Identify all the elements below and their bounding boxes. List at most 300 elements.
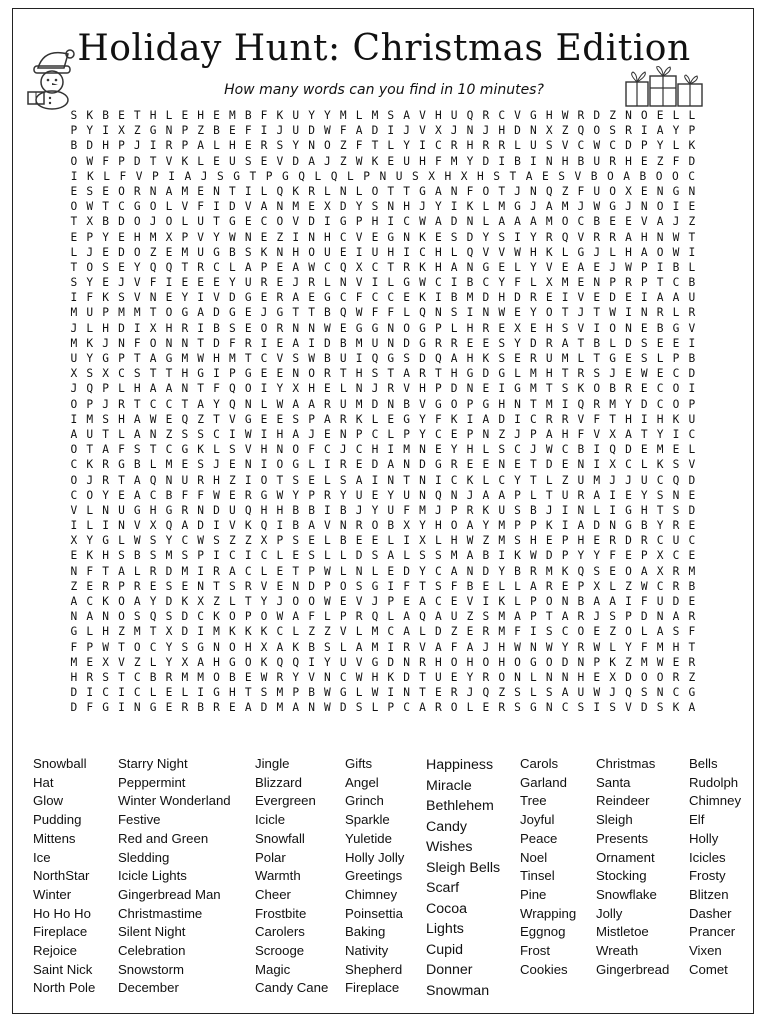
grid-letter: U: [118, 503, 125, 517]
word-list-item: Baking: [345, 924, 386, 940]
grid-letter: E: [434, 443, 442, 457]
grid-letter: C: [86, 595, 94, 608]
grid-letter: K: [482, 352, 490, 365]
grid-letter: R: [625, 276, 632, 290]
grid-letter: Z: [308, 625, 315, 639]
grid-letter: E: [165, 412, 173, 426]
grid-letter: S: [324, 640, 331, 654]
grid-letter: H: [308, 382, 315, 396]
word-list-column: [596, 755, 669, 979]
grid-letter: H: [70, 670, 78, 684]
grid-letter: A: [260, 200, 268, 214]
grid-letter: Y: [308, 109, 315, 122]
grid-letter: L: [292, 625, 300, 639]
grid-letter: Y: [625, 640, 632, 654]
grid-letter: J: [149, 215, 157, 229]
grid-letter: W: [324, 124, 331, 138]
grid-letter: T: [530, 397, 537, 411]
grid-letter: O: [450, 701, 458, 715]
grid-letter: L: [609, 640, 616, 654]
grid-letter: D: [228, 200, 236, 214]
grid-letter: P: [118, 154, 125, 168]
grid-letter: D: [292, 154, 300, 168]
grid-letter: T: [530, 473, 537, 487]
grid-letter: E: [276, 276, 284, 290]
grid-letter: R: [672, 670, 680, 684]
grid-letter: Q: [276, 655, 284, 669]
grid-row: [66, 624, 700, 639]
grid-letter: I: [70, 291, 78, 305]
grid-letter: S: [308, 549, 315, 563]
grid-letter: N: [561, 595, 569, 608]
grid-letter: M: [545, 564, 553, 578]
grid-letter: F: [403, 503, 411, 517]
grid-letter: P: [265, 169, 273, 183]
grid-letter: P: [118, 139, 125, 153]
grid-letter: H: [149, 503, 157, 517]
grid-letter: S: [355, 579, 363, 593]
grid-letter: M: [530, 367, 537, 381]
grid-letter: I: [197, 564, 205, 578]
grid-letter: R: [577, 109, 585, 122]
grid-letter: Q: [577, 124, 585, 138]
grid-letter: U: [395, 169, 403, 183]
grid-letter: R: [102, 473, 109, 487]
grid-letter: W: [197, 352, 205, 365]
grid-letter: A: [292, 610, 300, 624]
grid-letter: E: [149, 579, 157, 593]
grid-letter: Y: [86, 124, 94, 138]
grid-letter: H: [355, 367, 363, 381]
grid-letter: M: [530, 382, 537, 396]
grid-letter: G: [228, 215, 236, 229]
grid-letter: M: [450, 154, 458, 168]
grid-letter: V: [355, 595, 363, 608]
grid-letter: W: [640, 367, 648, 381]
grid-letter: K: [260, 245, 268, 259]
grid-row: [66, 427, 700, 442]
grid-letter: B: [688, 352, 696, 365]
gift-boxes-icon: [624, 66, 704, 108]
grid-letter: Q: [165, 260, 173, 274]
grid-letter: S: [355, 701, 363, 715]
grid-letter: Q: [292, 655, 300, 669]
grid-letter: I: [244, 184, 252, 198]
grid-letter: H: [213, 352, 220, 365]
grid-letter: U: [672, 534, 680, 548]
grid-letter: E: [593, 291, 601, 305]
word-list-item: Polar: [255, 849, 286, 865]
grid-letter: O: [70, 397, 78, 411]
grid-letter: A: [403, 367, 411, 381]
grid-letter: U: [688, 412, 696, 426]
grid-letter: S: [434, 549, 442, 563]
grid-letter: P: [118, 579, 125, 593]
grid-letter: D: [371, 124, 379, 138]
grid-letter: W: [672, 245, 680, 259]
grid-letter: I: [561, 397, 569, 411]
grid-letter: A: [355, 124, 363, 138]
grid-letter: E: [228, 488, 236, 502]
grid-letter: M: [181, 670, 189, 684]
grid-letter: G: [233, 169, 240, 183]
grid-letter: A: [292, 427, 300, 441]
grid-letter: L: [609, 579, 616, 593]
grid-letter: L: [324, 473, 331, 487]
grid-letter: V: [514, 109, 521, 122]
grid-letter: C: [149, 397, 157, 411]
grid-letter: B: [102, 109, 109, 122]
grid-letter: C: [672, 276, 680, 290]
grid-letter: P: [260, 260, 268, 274]
grid-letter: B: [577, 154, 585, 168]
grid-letter: E: [276, 367, 284, 381]
grid-letter: A: [133, 427, 141, 441]
grid-letter: A: [656, 124, 664, 138]
grid-row: [66, 700, 700, 715]
grid-letter: C: [625, 458, 632, 472]
grid-letter: R: [482, 625, 490, 639]
word-list-item: Reindeer: [596, 793, 650, 809]
word-list-item: Icicle Lights: [118, 868, 187, 884]
grid-letter: L: [228, 595, 236, 608]
grid-letter: Z: [561, 473, 569, 487]
grid-letter: O: [308, 595, 315, 608]
grid-letter: M: [498, 610, 506, 624]
grid-letter: D: [118, 321, 125, 335]
grid-letter: O: [498, 670, 506, 684]
grid-letter: R: [466, 503, 474, 517]
grid-letter: G: [102, 534, 109, 548]
grid-letter: I: [260, 382, 268, 396]
grid-letter: J: [403, 124, 411, 138]
grid-letter: S: [672, 458, 680, 472]
grid-letter: D: [339, 200, 347, 214]
grid-letter: O: [450, 397, 458, 411]
grid-letter: N: [545, 701, 553, 715]
grid-letter: N: [609, 519, 616, 533]
grid-letter: U: [688, 291, 696, 305]
grid-letter: V: [498, 245, 506, 259]
grid-letter: Y: [514, 336, 521, 350]
grid-letter: K: [561, 564, 569, 578]
grid-letter: L: [514, 595, 521, 608]
grid-letter: I: [514, 230, 521, 244]
grid-letter: G: [482, 260, 490, 274]
grid-letter: S: [609, 124, 616, 138]
grid-letter: Z: [561, 184, 569, 198]
grid-letter: D: [688, 503, 696, 517]
grid-letter: J: [419, 200, 426, 214]
grid-letter: E: [308, 291, 315, 305]
word-list-item: Christmas: [596, 756, 656, 771]
grid-letter: O: [514, 655, 521, 669]
grid-letter: Y: [86, 534, 94, 548]
grid-row: [66, 154, 700, 169]
grid-letter: V: [577, 291, 585, 305]
grid-letter: I: [450, 276, 458, 290]
grid-letter: C: [434, 276, 442, 290]
grid-letter: I: [688, 336, 696, 350]
word-list-item: Scarf: [426, 880, 460, 896]
grid-letter: L: [640, 625, 648, 639]
grid-letter: T: [197, 382, 205, 396]
grid-letter: K: [545, 519, 553, 533]
grid-letter: O: [70, 200, 78, 214]
grid-letter: C: [371, 427, 379, 441]
grid-letter: C: [403, 215, 411, 229]
grid-letter: E: [339, 595, 347, 608]
grid-letter: S: [102, 260, 109, 274]
grid-letter: A: [525, 169, 533, 183]
grid-letter: N: [355, 564, 363, 578]
grid-letter: G: [70, 625, 78, 639]
grid-letter: H: [434, 519, 442, 533]
grid-letter: L: [609, 336, 616, 350]
grid-letter: C: [213, 427, 220, 441]
grid-letter: C: [213, 260, 220, 274]
grid-letter: Y: [656, 519, 664, 533]
grid-letter: A: [466, 519, 474, 533]
grid-letter: I: [593, 443, 601, 457]
grid-letter: G: [403, 412, 411, 426]
grid-letter: O: [655, 169, 663, 183]
grid-letter: H: [498, 397, 506, 411]
grid-letter: O: [133, 245, 141, 259]
grid-letter: L: [450, 245, 458, 259]
grid-letter: I: [387, 215, 395, 229]
grid-letter: I: [403, 245, 411, 259]
grid-letter: S: [403, 352, 411, 365]
grid-letter: G: [339, 686, 347, 700]
grid-letter: F: [213, 382, 220, 396]
grid-letter: M: [149, 230, 157, 244]
grid-letter: D: [625, 443, 632, 457]
grid-letter: S: [70, 109, 78, 122]
grid-letter: F: [86, 701, 94, 715]
grid-letter: D: [133, 154, 141, 168]
grid-letter: A: [545, 427, 553, 441]
grid-letter: Q: [482, 686, 490, 700]
grid-letter: D: [371, 397, 379, 411]
grid-letter: N: [292, 579, 300, 593]
grid-letter: F: [118, 443, 125, 457]
word-list-item: Magic: [255, 961, 291, 977]
grid-letter: N: [244, 230, 252, 244]
word-list-item: Ho Ho Ho: [33, 905, 91, 921]
grid-letter: Y: [228, 276, 236, 290]
grid-letter: N: [450, 488, 458, 502]
grid-letter: L: [387, 534, 395, 548]
grid-letter: T: [688, 230, 696, 244]
grid-letter: H: [434, 245, 442, 259]
grid-letter: M: [561, 200, 569, 214]
grid-letter: A: [450, 352, 458, 365]
grid-letter: E: [561, 458, 569, 472]
grid-letter: V: [292, 215, 300, 229]
grid-letter: L: [324, 276, 331, 290]
grid-letter: Y: [593, 549, 601, 563]
grid-letter: I: [640, 291, 648, 305]
grid-letter: R: [197, 260, 205, 274]
word-list-item: Frost: [520, 943, 551, 959]
grid-letter: A: [530, 579, 537, 593]
grid-letter: P: [640, 549, 648, 563]
grid-letter: D: [339, 701, 347, 715]
grid-letter: O: [292, 595, 300, 608]
grid-letter: M: [181, 184, 189, 198]
grid-letter: E: [70, 549, 78, 563]
grid-letter: A: [133, 488, 141, 502]
grid-letter: L: [103, 169, 110, 183]
grid-letter: N: [403, 655, 411, 669]
grid-letter: S: [412, 169, 419, 183]
grid-letter: F: [197, 200, 205, 214]
grid-letter: Z: [70, 579, 78, 593]
grid-letter: C: [656, 534, 664, 548]
grid-letter: L: [466, 701, 474, 715]
grid-letter: K: [609, 655, 616, 669]
grid-letter: A: [387, 549, 395, 563]
word-list-item: Mistletoe: [596, 924, 649, 940]
grid-letter: T: [213, 579, 220, 593]
grid-letter: N: [387, 473, 395, 487]
grid-letter: R: [244, 488, 252, 502]
grid-letter: D: [165, 595, 173, 608]
grid-letter: J: [482, 124, 490, 138]
grid-letter: U: [324, 245, 331, 259]
grid-letter: T: [656, 503, 664, 517]
grid-letter: F: [197, 488, 205, 502]
grid-letter: D: [625, 534, 632, 548]
grid-letter: D: [561, 655, 569, 669]
grid-letter: Q: [371, 610, 379, 624]
grid-letter: A: [276, 640, 284, 654]
word-list-item: Tinsel: [520, 868, 555, 884]
grid-letter: T: [165, 367, 173, 381]
grid-letter: G: [213, 245, 220, 259]
grid-letter: Q: [577, 397, 585, 411]
grid-letter: H: [640, 503, 648, 517]
grid-letter: W: [133, 534, 141, 548]
grid-letter: V: [118, 655, 125, 669]
grid-letter: F: [593, 412, 601, 426]
word-list-item: Starry Night: [118, 756, 188, 771]
grid-letter: C: [561, 701, 569, 715]
word-list-item: Ice: [33, 849, 51, 865]
grid-letter: U: [577, 473, 585, 487]
grid-letter: T: [213, 215, 220, 229]
grid-letter: Y: [498, 276, 506, 290]
grid-letter: H: [276, 427, 284, 441]
grid-letter: B: [133, 458, 141, 472]
grid-letter: G: [197, 640, 205, 654]
grid-letter: O: [672, 397, 680, 411]
grid-letter: M: [181, 564, 189, 578]
grid-letter: E: [70, 184, 78, 198]
grid-letter: T: [133, 109, 141, 122]
grid-letter: C: [419, 245, 426, 259]
grid-letter: T: [292, 564, 300, 578]
grid-letter: D: [86, 139, 94, 153]
grid-letter: I: [165, 276, 173, 290]
grid-letter: B: [228, 670, 236, 684]
grid-letter: E: [688, 200, 696, 214]
grid-letter: Y: [181, 291, 189, 305]
grid-row: [66, 321, 700, 336]
grid-letter: R: [577, 488, 585, 502]
grid-letter: H: [466, 139, 474, 153]
word-list-item: Gingerbread: [596, 961, 670, 977]
grid-letter: E: [609, 564, 616, 578]
grid-letter: S: [149, 549, 157, 563]
grid-letter: A: [577, 519, 585, 533]
grid-letter: D: [688, 473, 696, 487]
grid-letter: P: [339, 610, 347, 624]
grid-letter: E: [213, 109, 220, 122]
grid-letter: Y: [434, 200, 442, 214]
word-list-item: Glow: [33, 793, 64, 809]
grid-letter: E: [450, 427, 458, 441]
grid-letter: A: [482, 412, 490, 426]
grid-letter: H: [434, 260, 442, 274]
grid-letter: B: [640, 519, 648, 533]
grid-letter: S: [371, 200, 379, 214]
grid-row: [66, 503, 700, 518]
grid-letter: K: [498, 595, 506, 608]
grid-letter: H: [466, 443, 474, 457]
grid-letter: E: [308, 473, 315, 487]
grid-letter: I: [498, 154, 506, 168]
grid-letter: R: [181, 321, 189, 335]
grid-letter: H: [260, 443, 268, 457]
grid-letter: G: [213, 686, 220, 700]
grid-letter: S: [558, 169, 565, 183]
grid-letter: Y: [656, 139, 664, 153]
grid-letter: E: [672, 443, 680, 457]
grid-letter: W: [355, 670, 363, 684]
grid-letter: A: [466, 549, 474, 563]
grid-letter: L: [339, 564, 347, 578]
grid-letter: N: [625, 109, 632, 122]
grid-letter: M: [118, 306, 125, 320]
grid-letter: D: [530, 336, 537, 350]
grid-letter: E: [387, 412, 395, 426]
word-list-item: Wrapping: [520, 905, 577, 921]
page-subtitle: How many words can you find in 10 minutes?: [224, 82, 544, 98]
grid-letter: N: [379, 169, 387, 183]
grid-letter: D: [640, 701, 648, 715]
grid-letter: C: [403, 701, 411, 715]
grid-letter: N: [577, 458, 585, 472]
grid-letter: O: [640, 109, 648, 122]
grid-letter: E: [450, 670, 458, 684]
grid-letter: W: [514, 640, 521, 654]
grid-letter: I: [118, 686, 125, 700]
grid-letter: N: [387, 321, 395, 335]
grid-letter: O: [213, 670, 220, 684]
word-list-item: Rudolph: [689, 774, 739, 790]
grid-row: [66, 169, 700, 184]
grid-letter: I: [640, 124, 648, 138]
grid-row: [66, 655, 700, 670]
grid-letter: T: [593, 352, 601, 365]
grid-letter: P: [197, 549, 205, 563]
grid-letter: E: [482, 579, 490, 593]
grid-letter: W: [530, 549, 537, 563]
grid-letter: Q: [149, 473, 157, 487]
grid-letter: G: [530, 701, 537, 715]
